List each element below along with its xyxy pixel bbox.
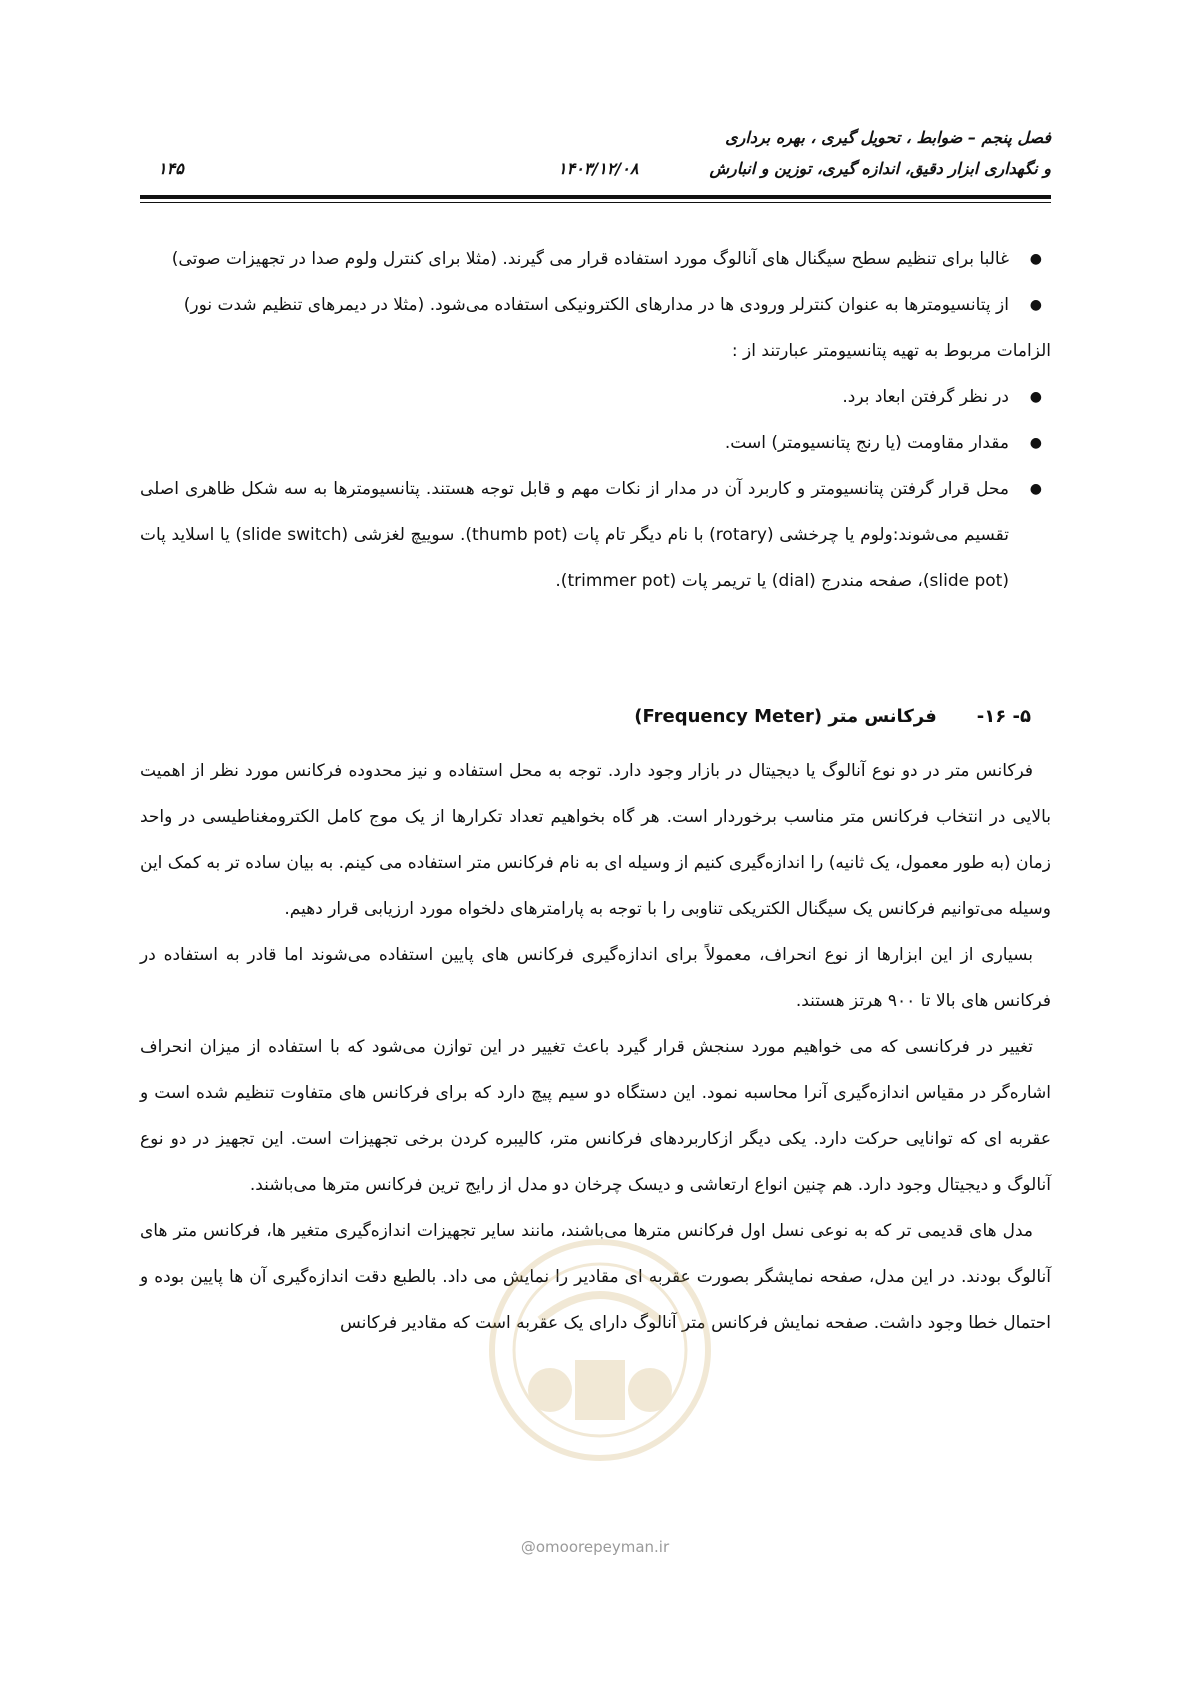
- header-rule-thick: [140, 195, 1051, 199]
- section-heading: [140, 694, 1051, 740]
- paragraph: فرکانس متر در دو نوع آنالوگ یا دیجیتال در بازار وجود دارد. توجه به محل استفاده و نیز محدوده فرکانس مورد نظر از اهمیت بالایی در انتخاب فرکانس متر مناسب برخوردار است. هر گاه بخواهیم تعداد تکرارها از یک موج کامل الکترومغناطیسی در واحد زمان (به طور معمول، یک ثانیه) را اندازه‌گیری کنیم از وسیله ای به نام فرکانس متر استفاده می کینم. به بیان ساده تر به کمک این وسیله می‌توانیم فرکانس یک سیگنال الکتریکی تناوبی را با توجه به پارامترهای دلخواه مورد ارزیابی قرار دهیم.: [140, 761, 1051, 919]
- bullet-icon: ●: [1029, 435, 1042, 451]
- chapter-title-line2: و نگهداری ابزار دقیق، اندازه گیری، توزین و انبارش: [709, 159, 1051, 178]
- chapter-title-line1: فصل پنجم – ضوابط ، تحویل گیری ، بهره برداری: [725, 128, 1051, 147]
- paragraph: مدل های قدیمی تر که به نوعی نسل اول فرکانس مترها می‌باشند، مانند سایر تجهیزات اندازه‌گیری متغیر ها، فرکانس متر های آنالوگ بودند. در این مدل، صفحه نمایشگر بصورت عقربه ای مقادیر را نمایش می داد. بالطبع دقت اندازه‌گیری آن ها پایین بوده و احتمال خطا وجود داشت. صفحه نمایش فرکانس متر آنالوگ دارای یک عقربه است که مقادیر فرکانس: [140, 1221, 1051, 1333]
- bullet-list-top: [140, 236, 1051, 328]
- bullet-icon: ●: [1029, 389, 1042, 405]
- header-date: ۱۴۰۳/۱۲/۰۸: [558, 159, 639, 178]
- header-rule-thin: [140, 202, 1051, 203]
- bullet-icon: ●: [1029, 251, 1042, 267]
- list-item: ● از پتانسیومترها به عنوان کنترلر ورودی ها در مدارهای الکترونیکی استفاده می‌شود. (مثلا در دیمرهای تنظیم شدت نور): [140, 282, 1009, 328]
- list-item: ● محل قرار گرفتن پتانسیومتر و کاربرد آن در مدار از نکات مهم و قابل توجه هستند. پتانسیومترها به سه شکل ظاهری اصلی تقسیم می‌شوند:ولوم یا چرخشی (rotary) با نام دیگر تام پات (thumb pot). سوییچ لغزشی (slide switch) یا اسلاید پات (slide pot)، صفحه مندرج (dial) یا تریمر پات (trimmer pot).: [140, 466, 1009, 604]
- paragraph: بسیاری از این ابزارها از نوع انحراف، معمولاً برای اندازه‌گیری فرکانس های پایین استفاده می‌شوند اما قادر به استفاده در فرکانس های بالا تا ۹۰۰ هرتز هستند.: [140, 945, 1051, 1011]
- page-content: [140, 236, 1051, 1346]
- page-number: ۱۴۵: [158, 159, 184, 178]
- bullet-icon: ●: [1029, 297, 1042, 313]
- list-item: ● در نظر گرفتن ابعاد برد.: [140, 374, 1009, 420]
- section-number: ۵- ۱۶-: [976, 706, 1031, 727]
- section-title: فرکانس متر (Frequency Meter): [634, 706, 937, 727]
- watermark-logo-icon: [480, 1230, 720, 1470]
- requirements-intro: الزامات مربوط به تهیه پتانسیومتر عبارتند از :: [731, 341, 1051, 361]
- list-item: ● مقدار مقاومت (یا رنج پتانسیومتر) است.: [140, 420, 1009, 466]
- page-header: [140, 128, 1051, 198]
- watermark-url: @omoorepeyman.ir: [520, 1538, 670, 1556]
- bullet-list-requirements: [140, 374, 1051, 604]
- paragraph: تغییر در فرکانسی که می خواهیم مورد سنجش قرار گیرد باعث تغییر در این توازن می‌شود که با استفاده از میزان انحراف اشاره‌گر در مقیاس اندازه‌گیری آنرا محاسبه نمود. این دستگاه دو سیم پیچ دارد که برای فرکانس های متفاوت تنظیم شده است و عقربه ای که توانایی حرکت دارد. یکی دیگر ازکاربردهای فرکانس متر، کالیبره کردن برخی تجهیزات است. این تجهیز در دو نوع آنالوگ و دیجیتال وجود دارد. هم چنین انواع ارتعاشی و دیسک چرخان دو مدل از رایج ترین فرکانس مترها می‌باشند.: [140, 1037, 1051, 1195]
- bullet-icon: ●: [1029, 481, 1042, 497]
- list-item: ● غالبا برای تنظیم سطح سیگنال های آنالوگ مورد استفاده قرار می گیرند. (مثلا برای کنترل ولوم صدا در تجهیزات صوتی): [140, 236, 1009, 282]
